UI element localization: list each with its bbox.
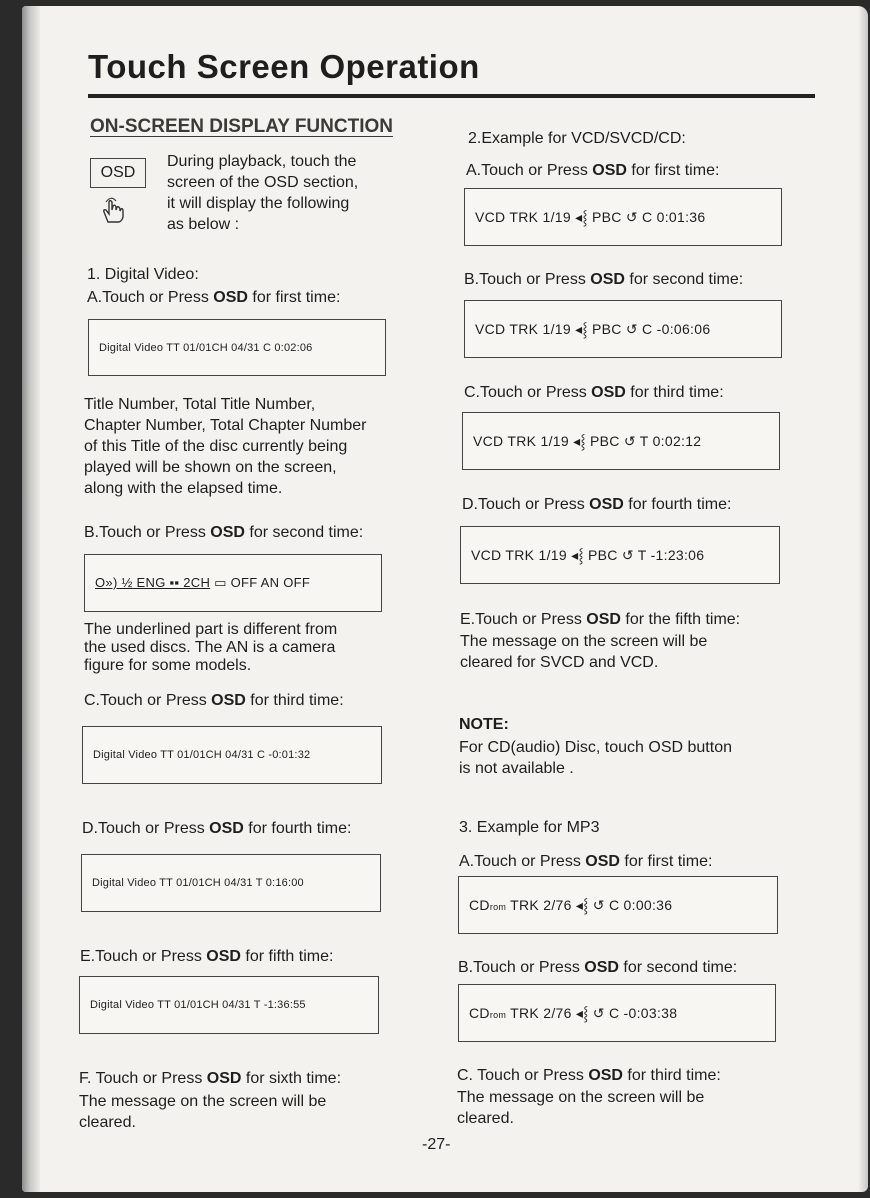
mp3-heading: 3. Example for MP3: [459, 819, 600, 836]
right-step-e: E.Touch or Press OSD for the fifth time:: [460, 611, 741, 628]
note-text: For CD(audio) Disc, touch OSD button is not available .: [459, 739, 732, 777]
note-label: NOTE:: [459, 716, 509, 733]
osd-display-box: O») ½ ENG ▪▪ 2CH ▭ OFF AN OFF: [84, 554, 382, 612]
osd-display-box: Digital Video TT 01/01CH 04/31 C 0:02:06: [88, 319, 386, 376]
osd-display-box: VCD TRK 1/19 ◂⸾ PBC ↺ T -1:23:06: [460, 526, 780, 584]
mp3-step-c: C. Touch or Press OSD for third time:: [457, 1067, 721, 1084]
osd-display-box: Digital Video TT 01/01CH 04/31 C -0:01:32: [82, 726, 382, 784]
left-step-c: C.Touch or Press OSD for third time:: [84, 692, 344, 709]
digital-video-heading: 1. Digital Video:: [87, 266, 199, 283]
left-step-d: D.Touch or Press OSD for fourth time:: [82, 820, 352, 837]
mp3-step-a: A.Touch or Press OSD for first time:: [459, 853, 713, 870]
underline-note: The underlined part is different from the used discs. The AN is a camera figure for some models.: [84, 621, 338, 674]
osd-display-box: VCD TRK 1/19 ◂⸾ PBC ↺ C -0:06:06: [464, 300, 782, 358]
right-step-e-note: The message on the screen will be cleared for SVCD and VCD.: [460, 633, 708, 671]
section-heading: ON-SCREEN DISPLAY FUNCTION: [90, 116, 393, 137]
intro-text: During playback, touch the screen of the OSD section, it will display the following as below :: [167, 153, 359, 233]
osd-display-box: Digital Video TT 01/01CH 04/31 T -1:36:55: [79, 976, 379, 1034]
manual-page: [22, 6, 868, 1192]
hand-pointer-icon: [98, 196, 130, 224]
title-description: Title Number, Total Title Number, Chapter Number, Total Chapter Number of this Title of the disc currently being played will be shown on the screen, along with the elapsed time.: [84, 396, 367, 497]
osd-display-box: Digital Video TT 01/01CH 04/31 T 0:16:00: [81, 854, 381, 912]
vcd-heading: 2.Example for VCD/SVCD/CD:: [468, 130, 686, 147]
left-step-f: F. Touch or Press OSD for sixth time:: [79, 1070, 342, 1087]
page-title: Touch Screen Operation: [88, 48, 480, 85]
right-step-b: B.Touch or Press OSD for second time:: [464, 271, 744, 288]
left-step-e: E.Touch or Press OSD for fifth time:: [80, 948, 334, 965]
page-edge-shadow: [858, 6, 868, 1192]
osd-display-box: CDrom TRK 2/76 ◂⸾ ↺ C 0:00:36: [458, 876, 778, 934]
osd-display-box: VCD TRK 1/19 ◂⸾ PBC ↺ T 0:02:12: [462, 412, 780, 470]
mp3-step-b: B.Touch or Press OSD for second time:: [458, 959, 738, 976]
osd-button-illustration: OSD: [90, 158, 146, 188]
left-step-b: B.Touch or Press OSD for second time:: [84, 524, 364, 541]
osd-display-box: CDrom TRK 2/76 ◂⸾ ↺ C -0:03:38: [458, 984, 776, 1042]
left-step-f-note: The message on the screen will be cleared.: [79, 1093, 327, 1131]
book-binding: [22, 6, 40, 1192]
right-step-a: A.Touch or Press OSD for first time:: [466, 162, 720, 179]
left-step-a: A.Touch or Press OSD for first time:: [87, 289, 341, 306]
title-rule: [88, 94, 815, 98]
right-step-c: C.Touch or Press OSD for third time:: [464, 384, 724, 401]
right-step-d: D.Touch or Press OSD for fourth time:: [462, 496, 732, 513]
page-number: -27-: [422, 1136, 451, 1153]
osd-display-box: VCD TRK 1/19 ◂⸾ PBC ↺ C 0:01:36: [464, 188, 782, 246]
mp3-step-c-note: The message on the screen will be cleared.: [457, 1089, 705, 1127]
